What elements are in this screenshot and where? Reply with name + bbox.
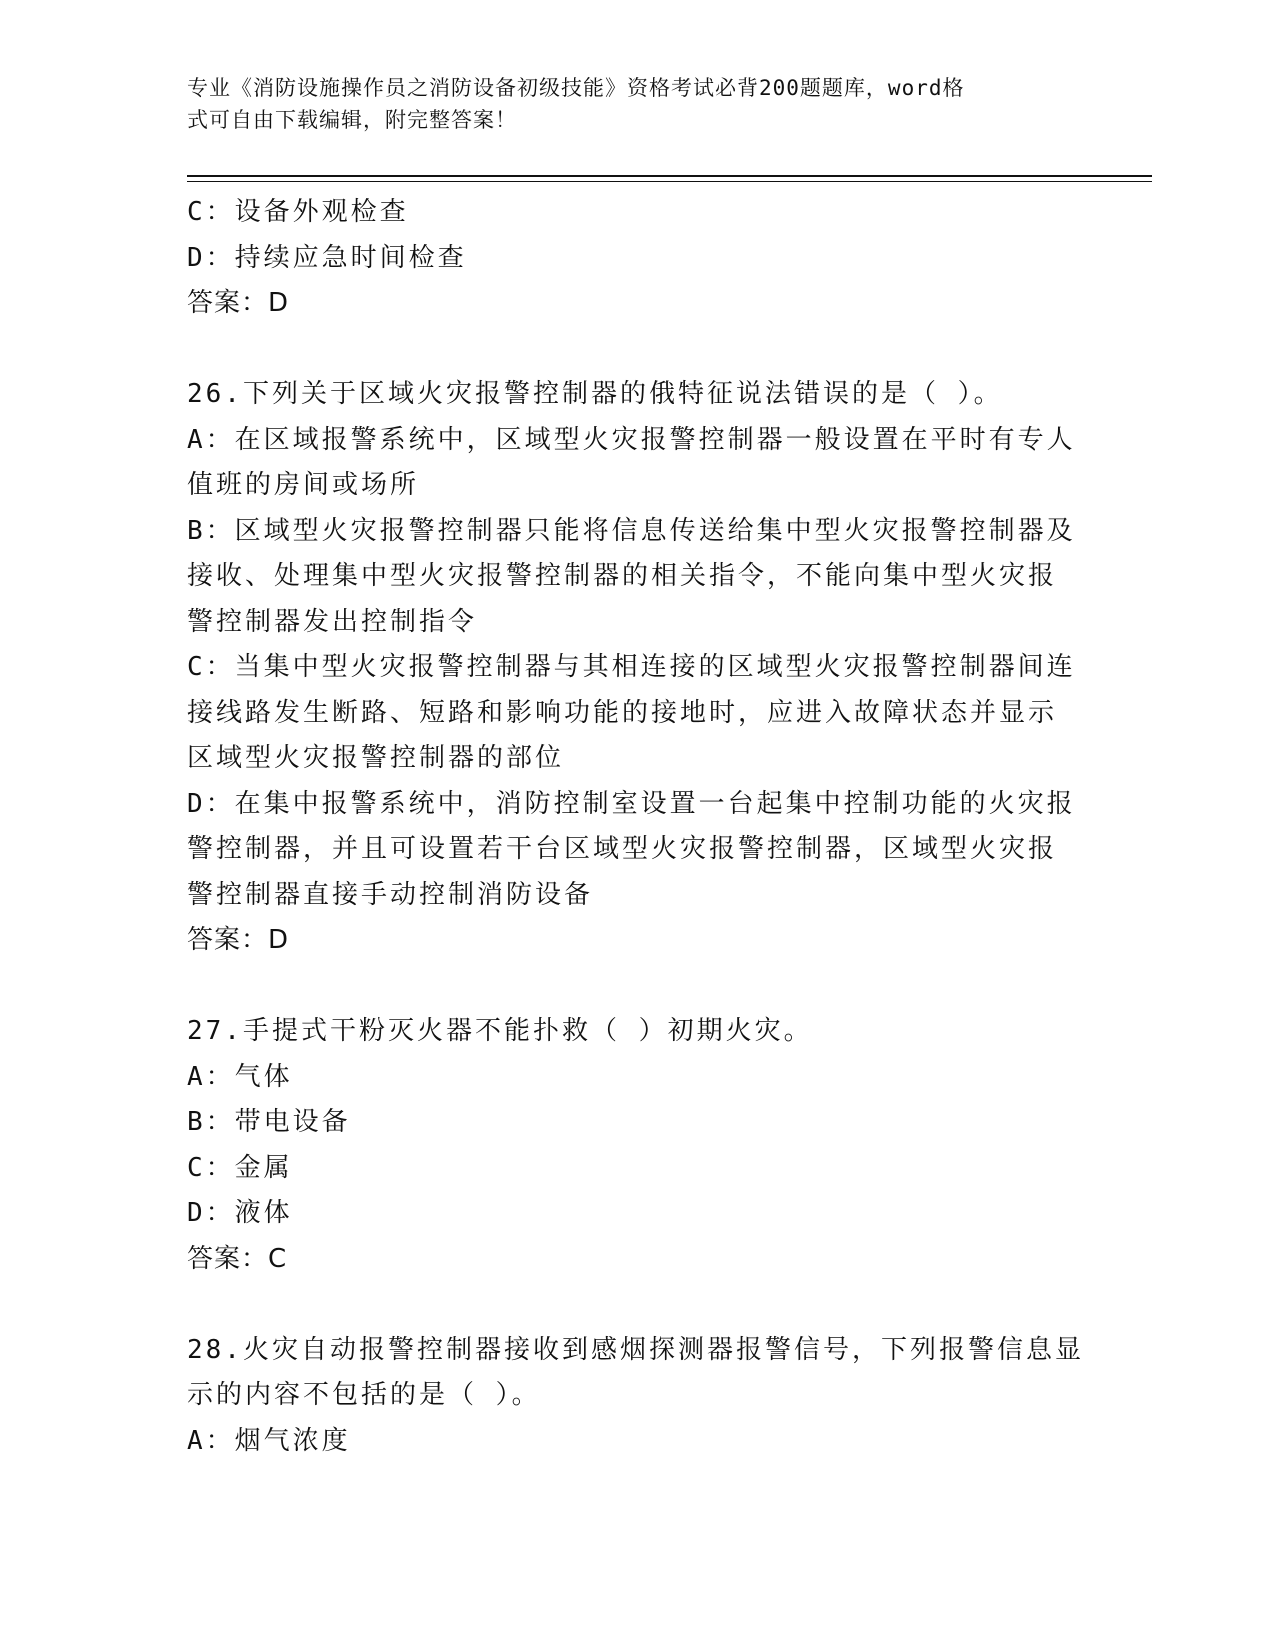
option-a-line-2: 值班的房间或场所	[187, 470, 420, 500]
header-line-2: 式可自由下载编辑，附完整答案！	[187, 108, 517, 132]
question-stem-line-1: 28.火灾自动报警控制器接收到感烟探测器报警信号，下列报警信息显	[187, 1334, 1084, 1365]
header-rule-thick	[187, 175, 1152, 177]
option-b: B：带电设备	[187, 1107, 351, 1137]
option-c-line-2: 接线路发生断路、短路和影响功能的接地时，应进入故障状态并显示	[187, 697, 1058, 728]
question-27	[187, 1009, 1087, 1282]
option-a-line-1: A：在区域报警系统中，区域型火灾报警控制器一般设置在平时有专人	[187, 424, 1076, 455]
header-line-1: 专业《消防设施操作员之消防设备初级技能》资格考试必背200题题库，word格	[187, 76, 965, 100]
option-c: C：设备外观检查	[187, 197, 409, 227]
option-a: A：气体	[187, 1061, 293, 1092]
question-stem: 27.手提式干粉灭火器不能扑救（ ）初期火灾。	[187, 1016, 813, 1046]
option-a: A：烟气浓度	[187, 1425, 351, 1456]
option-c-line-1: C：当集中型火灾报警控制器与其相连接的区域型火灾报警控制器间连	[187, 652, 1076, 682]
answer: 答案：D	[187, 925, 290, 955]
option-d-line-3: 警控制器直接手动控制消防设备	[187, 879, 594, 910]
header-rule-thin	[187, 181, 1152, 182]
document-body	[187, 190, 1087, 1464]
question-28	[187, 1328, 1087, 1465]
option-b-line-3: 警控制器发出控制指令	[187, 606, 478, 637]
option-c: C：金属	[187, 1152, 293, 1183]
option-d: D：持续应急时间检查	[187, 242, 467, 273]
question-26	[187, 372, 1087, 964]
question-25	[187, 190, 1087, 327]
option-b-line-2: 接收、处理集中型火灾报警控制器的相关指令，不能向集中型火灾报	[187, 561, 1058, 591]
answer: 答案：D	[187, 288, 290, 318]
option-b-line-1: B：区域型火灾报警控制器只能将信息传送给集中型火灾报警控制器及	[187, 515, 1076, 546]
option-c-line-3: 区域型火灾报警控制器的部位	[187, 743, 565, 773]
question-stem: 26.下列关于区域火灾报警控制器的俄特征说法错误的是（ ）。	[187, 379, 1003, 409]
option-d: D：液体	[187, 1198, 293, 1228]
question-stem-line-2: 示的内容不包括的是（ ）。	[187, 1380, 541, 1410]
document-header	[187, 72, 1067, 136]
option-d-line-2: 警控制器，并且可设置若干台区域型火灾报警控制器，区域型火灾报	[187, 834, 1058, 864]
option-d-line-1: D：在集中报警系统中，消防控制室设置一台起集中控制功能的火灾报	[187, 788, 1076, 819]
answer: 答案：C	[187, 1243, 288, 1274]
